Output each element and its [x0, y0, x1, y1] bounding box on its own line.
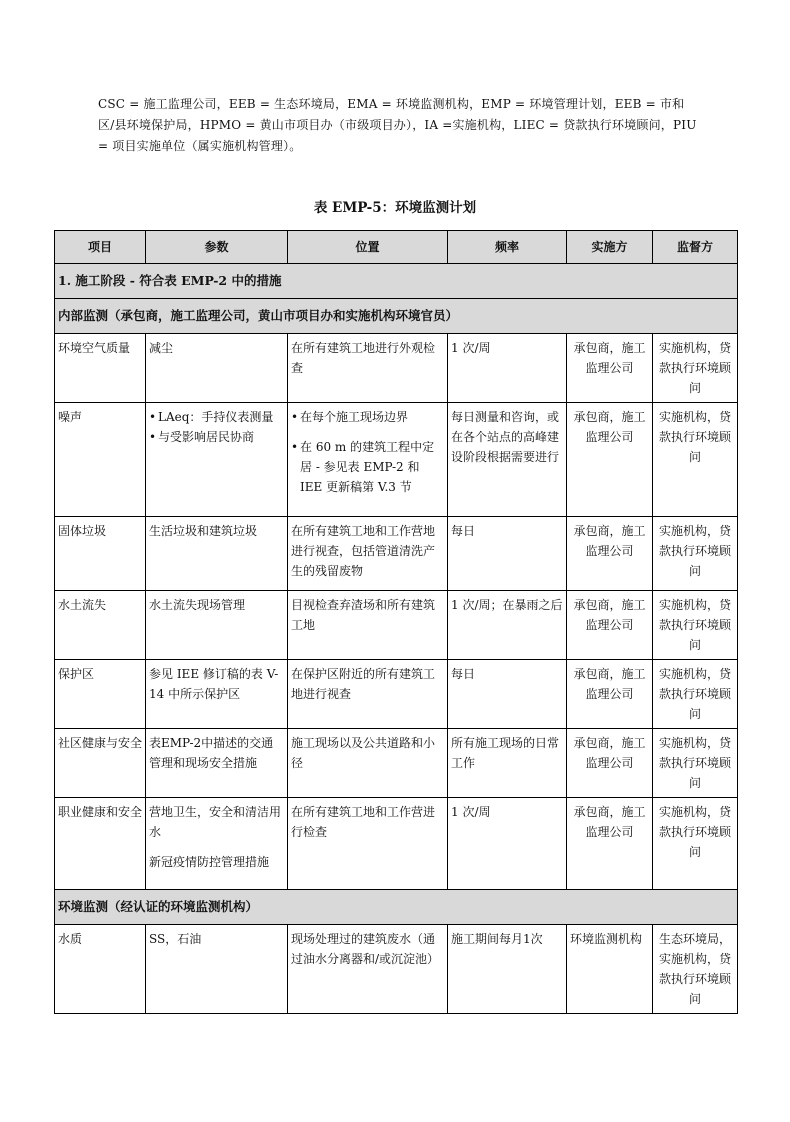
cell-parameter: 水土流失现场管理	[146, 591, 288, 660]
cell-item: 环境空气质量	[55, 334, 146, 403]
cell-supervisor: 实施机构，贷款执行环境顾问	[653, 591, 738, 660]
header-implementer: 实施方	[567, 231, 653, 264]
bullet-item: • 在每个施工现场边界	[291, 407, 444, 427]
cell-supervisor: 实施机构，贷款执行环境顾问	[653, 517, 738, 591]
parameter-line: 新冠疫情防控管理措施	[149, 855, 270, 869]
table-title: 表 EMP-5：环境监测计划	[313, 200, 477, 216]
section-row	[55, 890, 738, 925]
table-row	[55, 729, 738, 798]
cell-item: 职业健康和安全	[55, 798, 146, 890]
cell-implementer: 承包商，施工监理公司	[567, 591, 653, 660]
table-row	[55, 925, 738, 1014]
cell-implementer: 承包商，施工监理公司	[567, 798, 653, 890]
parameter-line: 营地卫生，安全和清洁用水	[149, 805, 282, 839]
table-row	[55, 517, 738, 591]
cell-frequency: 施工期间每月1次	[448, 925, 567, 1014]
cell-location: 在所有建筑工地和工作营进行检查	[288, 798, 448, 890]
table-row	[55, 403, 738, 517]
cell-supervisor: 实施机构，贷款执行环境顾问	[653, 798, 738, 890]
cell-location: 在保护区附近的所有建筑工地进行视查	[288, 660, 448, 729]
cell-implementer: 环境监测机构	[567, 925, 653, 1014]
cell-item: 保护区	[55, 660, 146, 729]
cell-frequency: 所有施工现场的日常工作	[448, 729, 567, 798]
cell-frequency: 1 次/周	[448, 334, 567, 403]
cell-parameter: 生活垃圾和建筑垃圾	[146, 517, 288, 591]
section-internal-monitoring: 内部监测（承包商，施工监理公司，黄山市项目办和实施机构环境官员）	[55, 299, 738, 334]
section-row	[55, 264, 738, 299]
monitoring-plan-table	[54, 230, 738, 1014]
cell-item: 水土流失	[55, 591, 146, 660]
cell-location: 在所有建筑工地和工作营地进行视查，包括管道清洗产生的残留废物	[288, 517, 448, 591]
cell-item: 水质	[55, 925, 146, 1014]
cell-item: 噪声	[55, 403, 146, 517]
cell-parameter: 表EMP-2中描述的交通管理和现场安全措施	[146, 729, 288, 798]
cell-item: 固体垃圾	[55, 517, 146, 591]
cell-location: 目视检查弃渣场和所有建筑工地	[288, 591, 448, 660]
section-construction: 1. 施工阶段 - 符合表 EMP-2 中的措施	[55, 264, 738, 299]
cell-supervisor: 实施机构，贷款执行环境顾问	[653, 334, 738, 403]
cell-frequency: 1 次/周；在暴雨之后	[448, 591, 567, 660]
cell-item: 社区健康与安全	[55, 729, 146, 798]
bullet-item: • 与受影响居民协商	[149, 427, 284, 447]
bullet-item: • LAeq：手持仪表测量	[149, 407, 284, 427]
header-parameter: 参数	[146, 231, 288, 264]
cell-supervisor: 实施机构，贷款执行环境顾问	[653, 729, 738, 798]
cell-frequency: 每日测量和咨询，或在各个站点的高峰建设阶段根据需要进行	[448, 403, 567, 517]
cell-implementer: 承包商，施工监理公司	[567, 517, 653, 591]
cell-frequency: 每日	[448, 660, 567, 729]
table-row	[55, 798, 738, 890]
cell-frequency: 1 次/周	[448, 798, 567, 890]
header-supervisor: 监督方	[653, 231, 738, 264]
cell-location	[288, 403, 448, 517]
cell-supervisor: 生态环境局，实施机构，贷款执行环境顾问	[653, 925, 738, 1014]
cell-parameter: SS，石油	[146, 925, 288, 1014]
table-row	[55, 660, 738, 729]
cell-parameter	[146, 403, 288, 517]
header-item: 项目	[55, 231, 146, 264]
cell-implementer: 承包商，施工监理公司	[567, 334, 653, 403]
bullet-item: • 在 60 m 的建筑工程中定居 - 参见表 EMP-2 和 IEE 更新稿第 V.3 节	[291, 437, 444, 497]
section-row	[55, 299, 738, 334]
cell-location: 在所有建筑工地进行外观检查	[288, 334, 448, 403]
cell-supervisor: 实施机构，贷款执行环境顾问	[653, 660, 738, 729]
table-row	[55, 334, 738, 403]
cell-location: 现场处理过的建筑废水（通过油水分离器和/或沉淀池）	[288, 925, 448, 1014]
cell-parameter: 参见 IEE 修订稿的表 V-14 中所示保护区	[146, 660, 288, 729]
cell-frequency: 每日	[448, 517, 567, 591]
cell-parameter	[146, 798, 288, 890]
cell-implementer: 承包商，施工监理公司	[567, 660, 653, 729]
section-environmental-monitoring: 环境监测（经认证的环境监测机构）	[55, 890, 738, 925]
cell-location: 施工现场以及公共道路和小径	[288, 729, 448, 798]
cell-implementer: 承包商，施工监理公司	[567, 403, 653, 517]
cell-implementer: 承包商，施工监理公司	[567, 729, 653, 798]
header-location: 位置	[288, 231, 448, 264]
header-row	[55, 231, 738, 264]
table-row	[55, 591, 738, 660]
cell-parameter: 减尘	[146, 334, 288, 403]
abbreviation-note: CSC = 施工监理公司，EEB = 生态环境局，EMA = 环境监测机构，EMP = 环境管理计划，EEB = 市和区/县环境保护局，HPMO = 黄山市项目办（市级项目办），IA =实施机构，LIEC = 贷款执行环境顾问，PIU = 项目实施单位（属实施机构管理）。	[98, 97, 697, 153]
cell-supervisor: 实施机构，贷款执行环境顾问	[653, 403, 738, 517]
header-frequency: 频率	[448, 231, 567, 264]
